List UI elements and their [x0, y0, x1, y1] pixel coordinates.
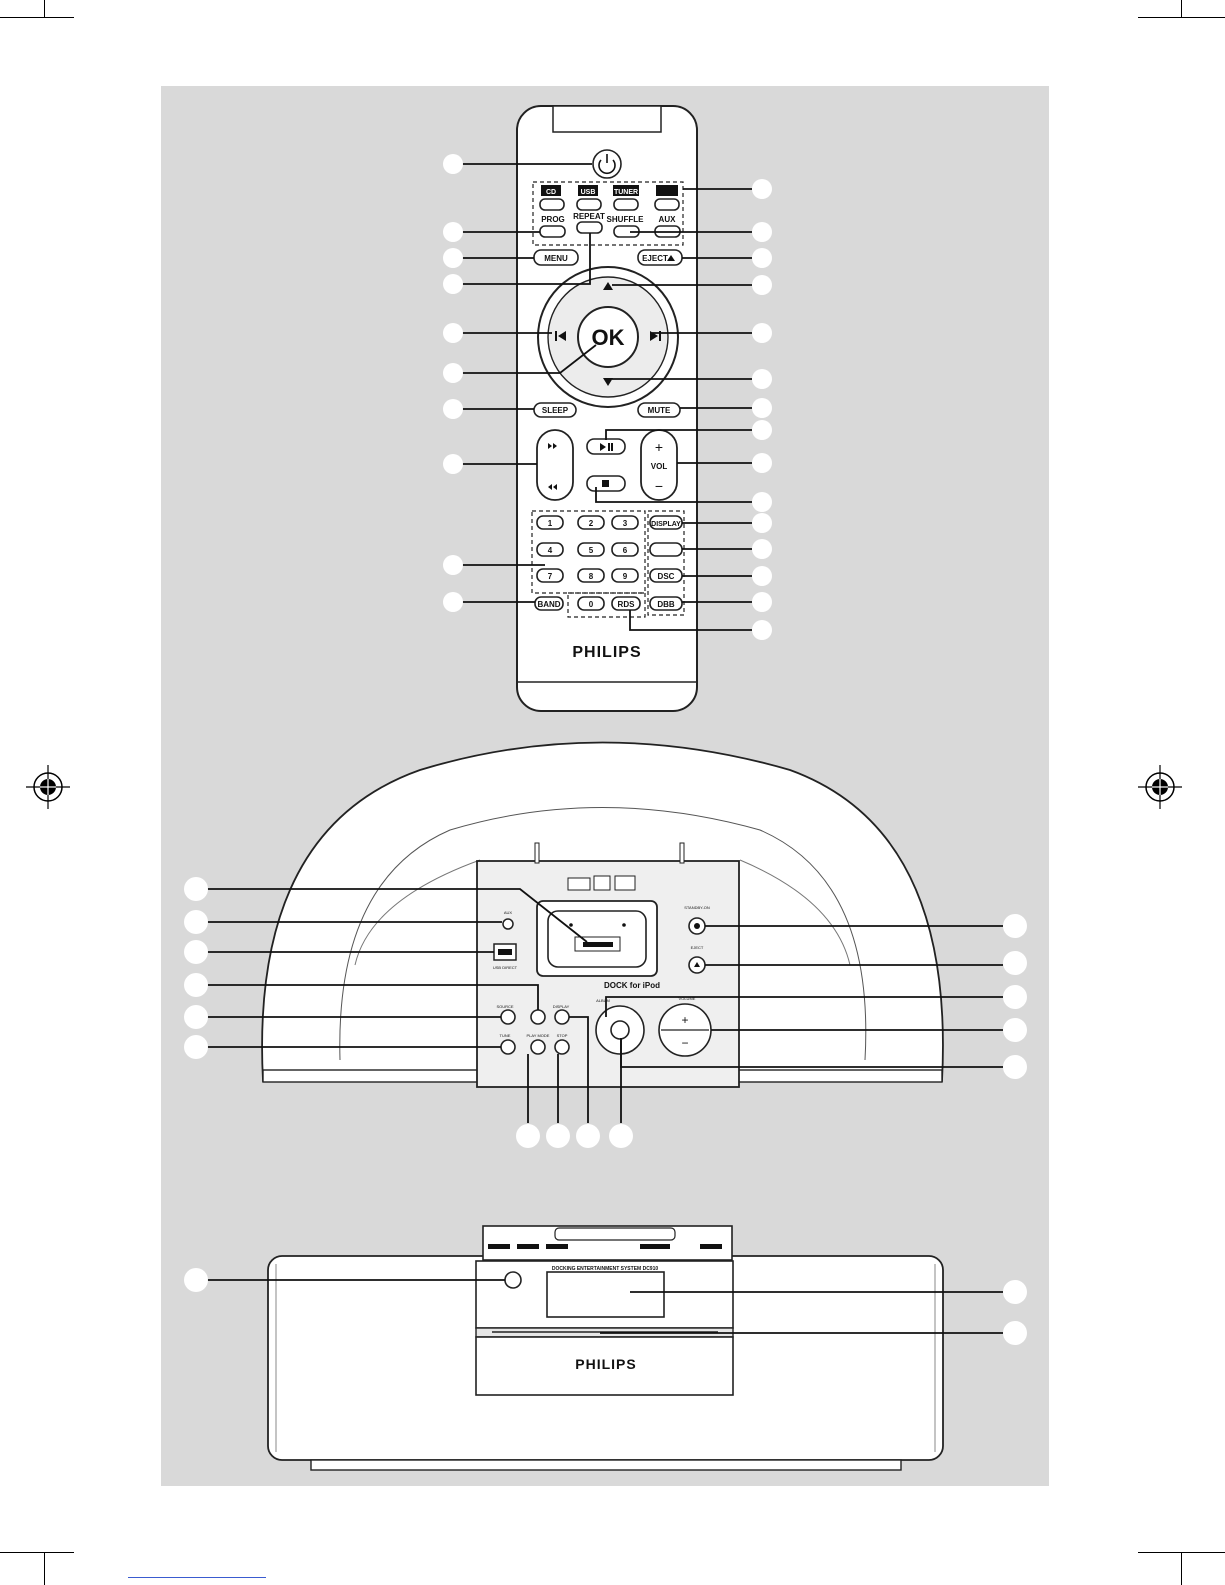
ipod-dock[interactable] — [537, 901, 657, 976]
aux-label: AUX — [658, 215, 676, 224]
volume-minus-label: − — [654, 478, 664, 494]
remote-brand-logo: PHILIPS — [572, 644, 642, 661]
digit-label: 7 — [547, 572, 553, 581]
display-key[interactable] — [555, 1010, 569, 1024]
dsc-label: DSC — [657, 572, 675, 581]
album-label: ALBUM — [596, 998, 610, 1003]
usb-port-label: USB DIRECT — [492, 965, 518, 970]
menu-label: MENU — [544, 254, 568, 263]
repeat-button[interactable] — [577, 222, 602, 233]
main-unit-top-view — [262, 743, 943, 1088]
sleep-label: SLEEP — [541, 406, 569, 415]
play-mode-key-label: PLAY MODE — [526, 1033, 550, 1038]
ipod-button[interactable] — [655, 199, 679, 210]
dock-label: DOCK for iPod — [604, 981, 660, 990]
source-key[interactable] — [501, 1010, 515, 1024]
front-display — [547, 1272, 664, 1317]
band-label: BAND — [537, 600, 561, 609]
remote-control — [517, 106, 697, 711]
mute-label: MUTE — [647, 406, 671, 415]
stop-icon — [602, 480, 609, 487]
stop-key[interactable] — [555, 1040, 569, 1054]
digit-label: 1 — [547, 519, 553, 528]
unit-volume-minus: − — [681, 1036, 689, 1050]
source-key-label: SOURCE — [496, 1004, 514, 1009]
digit-label: 8 — [588, 572, 594, 581]
prog-button[interactable] — [540, 226, 565, 237]
play-pause-button[interactable] — [587, 439, 625, 454]
digit-label: 5 — [588, 546, 594, 555]
digit-label: 0 — [588, 600, 594, 609]
usb-button[interactable] — [577, 199, 601, 210]
power-button[interactable] — [593, 150, 621, 178]
search-rocker[interactable] — [537, 430, 573, 500]
digit-label: 2 — [588, 519, 594, 528]
shuffle-label: SHUFFLE — [606, 215, 644, 224]
tuner-button[interactable] — [614, 199, 638, 210]
play-pause-key[interactable] — [531, 1010, 545, 1024]
repeat-label: REPEAT — [573, 212, 605, 221]
aux-jack-label: AUX — [503, 910, 513, 915]
usb-logo — [594, 876, 610, 890]
volume-key-label: VOLUME — [678, 996, 696, 1001]
unit-volume-plus: + — [681, 1013, 689, 1027]
volume-label: VOL — [650, 462, 668, 471]
unlabeled-button[interactable] — [650, 543, 682, 556]
tune-key-label: TUNE — [499, 1033, 511, 1038]
eject-key-label: EJECT — [690, 945, 704, 950]
digit-label: 9 — [622, 572, 628, 581]
aux-in-jack[interactable] — [503, 919, 513, 929]
rds-label: RDS — [617, 600, 635, 609]
front-model-text: DOCKING ENTERTAINMENT SYSTEM DC910 — [551, 1266, 659, 1272]
skip-key[interactable] — [611, 1021, 629, 1039]
prog-label: PROG — [541, 215, 565, 224]
dock-connector — [583, 942, 613, 947]
dbb-label: DBB — [657, 600, 675, 609]
standby-label: STANDBY-ON — [684, 905, 710, 910]
stop-key-label: STOP — [556, 1033, 568, 1038]
tune-key[interactable] — [501, 1040, 515, 1054]
display-label: DISPLAY — [651, 521, 681, 528]
ok-label: OK — [591, 325, 625, 350]
display-key-label: DISPLAY — [552, 1004, 570, 1009]
eject-label: EJECT — [642, 254, 668, 263]
source-label-ipod — [656, 185, 678, 196]
digit-label: 3 — [622, 519, 628, 528]
main-unit-front-view — [268, 1226, 943, 1470]
mp3-logo — [568, 878, 590, 890]
volume-plus-label: + — [654, 439, 664, 455]
source-label-usb: USB — [580, 189, 596, 196]
source-label-cd: CD — [545, 189, 557, 196]
volume-rocker[interactable] — [641, 430, 677, 500]
digit-label: 6 — [622, 546, 628, 555]
digit-label: 4 — [547, 546, 553, 555]
standby-icon — [694, 923, 700, 929]
dbb-logo — [615, 876, 635, 890]
navigation-ring[interactable] — [538, 267, 678, 407]
front-brand-logo: PHILIPS — [575, 1356, 637, 1372]
cd-button[interactable] — [540, 199, 564, 210]
play-mode-key[interactable] — [531, 1040, 545, 1054]
ir-sensor — [505, 1272, 521, 1288]
source-label-tuner: TUNER — [613, 189, 639, 196]
